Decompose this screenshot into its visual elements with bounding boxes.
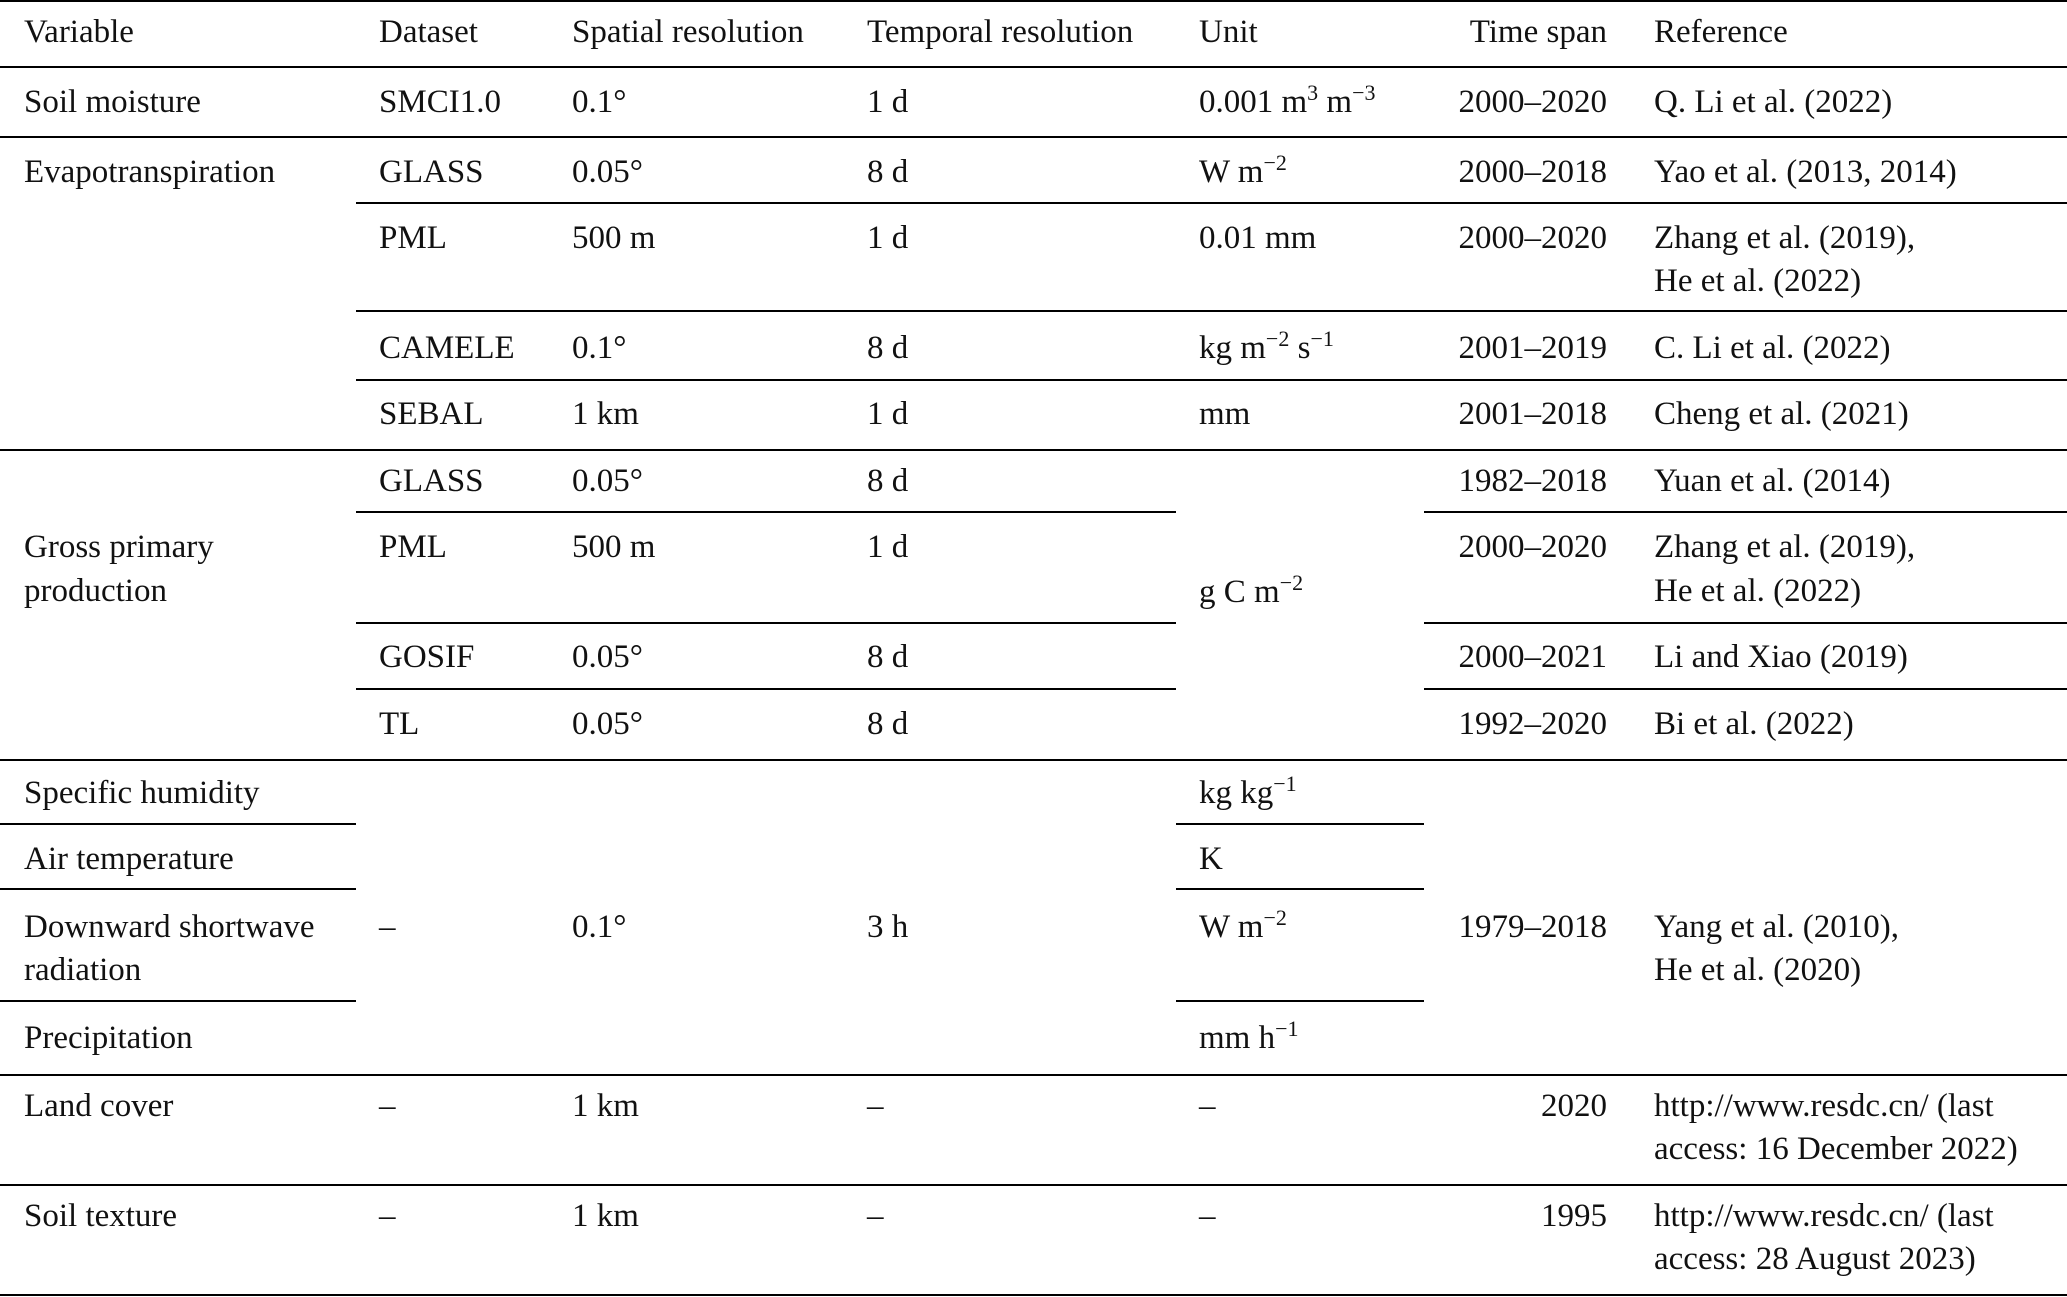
rule-gpp-pml-left xyxy=(356,622,1176,624)
rule-landcover-bottom xyxy=(0,1184,2067,1186)
unit-text: kg m xyxy=(1199,330,1266,366)
rule-et-glass-bottom xyxy=(356,202,2067,204)
gpp-glass-dataset: GLASS xyxy=(379,463,484,499)
land-cover-dataset: – xyxy=(379,1088,396,1124)
et-pml-reference-line2: He et al. (2022) xyxy=(1654,263,1862,299)
gpp-variable-line2: production xyxy=(24,573,167,609)
meteo-temporal: 3 h xyxy=(867,909,909,945)
unit-text: kg kg xyxy=(1199,775,1274,811)
rule-airtemp-unit xyxy=(1176,888,1424,890)
et-glass-dataset: GLASS xyxy=(379,154,484,190)
et-camele-timespan: 2001–2019 xyxy=(1458,330,1607,366)
soil-moisture-dataset: SMCI1.0 xyxy=(379,84,501,120)
gpp-unit xyxy=(1199,571,1303,614)
rule-airtemp-var xyxy=(0,888,356,890)
unit-exponent: −2 xyxy=(1265,326,1290,351)
unit-exponent: 3 xyxy=(1307,80,1319,105)
et-camele-temporal: 8 d xyxy=(867,330,909,366)
gpp-gosif-spatial: 0.05° xyxy=(572,639,643,675)
gpp-pml-dataset: PML xyxy=(379,529,447,565)
gpp-glass-reference: Yuan et al. (2014) xyxy=(1654,463,1891,499)
gpp-tl-timespan: 1992–2020 xyxy=(1458,706,1607,742)
gpp-tl-temporal: 8 d xyxy=(867,706,909,742)
rule-gpp-glass-left xyxy=(356,511,1176,513)
gpp-glass-temporal: 8 d xyxy=(867,463,909,499)
gpp-tl-spatial: 0.05° xyxy=(572,706,643,742)
land-cover-unit: – xyxy=(1199,1088,1216,1124)
et-camele-dataset: CAMELE xyxy=(379,330,515,366)
et-sebal-timespan: 2001–2018 xyxy=(1458,396,1607,432)
et-sebal-spatial: 1 km xyxy=(572,396,639,432)
soil-texture-timespan: 1995 xyxy=(1541,1198,1607,1234)
soil-texture-reference-line2: access: 28 August 2023) xyxy=(1654,1241,1976,1277)
et-sebal-temporal: 1 d xyxy=(867,396,909,432)
rule-shortwave-unit xyxy=(1176,1000,1424,1002)
unit-text: mm h xyxy=(1199,1020,1276,1056)
unit-text: W m xyxy=(1199,909,1264,945)
land-cover-reference-line2: access: 16 December 2022) xyxy=(1654,1131,2018,1167)
meteo-dataset: – xyxy=(379,909,396,945)
meteo-timespan: 1979–2018 xyxy=(1458,909,1607,945)
et-camele-reference: C. Li et al. (2022) xyxy=(1654,330,1891,366)
soil-texture-dataset: – xyxy=(379,1198,396,1234)
gpp-glass-spatial: 0.05° xyxy=(572,463,643,499)
unit-text: g C m xyxy=(1199,574,1280,610)
rule-gpp-pml-right xyxy=(1424,622,2067,624)
soil-moisture-spatial: 0.1° xyxy=(572,84,627,120)
meteo-reference-line2: He et al. (2020) xyxy=(1654,952,1862,988)
header-unit: Unit xyxy=(1199,14,1258,50)
rule-meteo-bottom xyxy=(0,1074,2067,1076)
rule-humidity-unit xyxy=(1176,823,1424,825)
et-pml-reference-line1: Zhang et al. (2019), xyxy=(1654,220,1916,256)
soil-moisture-variable: Soil moisture xyxy=(24,84,201,120)
gpp-gosif-temporal: 8 d xyxy=(867,639,909,675)
rule-shortwave-var xyxy=(0,1000,356,1002)
gpp-pml-reference-line1: Zhang et al. (2019), xyxy=(1654,529,1916,565)
gpp-gosif-reference: Li and Xiao (2019) xyxy=(1654,639,1908,675)
precipitation-unit xyxy=(1199,1017,1299,1060)
unit-exponent: −2 xyxy=(1263,150,1287,175)
et-glass-timespan: 2000–2018 xyxy=(1458,154,1607,190)
rule-et-bottom xyxy=(0,449,2067,451)
unit-text: 0.001 m xyxy=(1199,84,1308,120)
rule-humidity-var xyxy=(0,823,356,825)
gpp-pml-reference-line2: He et al. (2022) xyxy=(1654,573,1862,609)
land-cover-temporal: – xyxy=(867,1088,884,1124)
land-cover-spatial: 1 km xyxy=(572,1088,639,1124)
soil-moisture-timespan: 2000–2020 xyxy=(1458,84,1607,120)
humidity-variable: Specific humidity xyxy=(24,775,260,811)
rule-et-pml-bottom xyxy=(356,310,2067,312)
et-sebal-unit: mm xyxy=(1199,396,1251,432)
soil-texture-reference-line1: http://www.resdc.cn/ (last xyxy=(1654,1198,1994,1234)
header-dataset: Dataset xyxy=(379,14,478,50)
header-reference: Reference xyxy=(1654,14,1788,50)
rule-gpp-gosif-right xyxy=(1424,688,2067,690)
et-glass-unit xyxy=(1199,151,1287,194)
precipitation-variable: Precipitation xyxy=(24,1020,193,1056)
meteo-spatial: 0.1° xyxy=(572,909,627,945)
shortwave-unit xyxy=(1199,906,1287,949)
gpp-gosif-dataset: GOSIF xyxy=(379,639,475,675)
et-variable: Evapotranspiration xyxy=(24,154,276,190)
meteo-reference-line1: Yang et al. (2010), xyxy=(1654,909,1900,945)
unit-exponent: −1 xyxy=(1275,1016,1299,1041)
et-pml-dataset: PML xyxy=(379,220,447,256)
header-temporal-resolution: Temporal resolution xyxy=(867,14,1134,50)
et-camele-spatial: 0.1° xyxy=(572,330,627,366)
header-variable: Variable xyxy=(24,14,134,50)
rule-bottom xyxy=(0,1294,2067,1296)
et-glass-reference: Yao et al. (2013, 2014) xyxy=(1654,154,1957,190)
land-cover-reference-line1: http://www.resdc.cn/ (last xyxy=(1654,1088,1994,1124)
et-glass-spatial: 0.05° xyxy=(572,154,643,190)
land-cover-variable: Land cover xyxy=(24,1088,174,1124)
soil-moisture-unit xyxy=(1199,81,1376,124)
et-sebal-dataset: SEBAL xyxy=(379,396,484,432)
et-glass-temporal: 8 d xyxy=(867,154,909,190)
humidity-unit xyxy=(1199,772,1297,815)
gpp-tl-reference: Bi et al. (2022) xyxy=(1654,706,1854,742)
air-temperature-unit: K xyxy=(1199,841,1223,877)
land-cover-timespan: 2020 xyxy=(1541,1088,1607,1124)
unit-exponent: −1 xyxy=(1273,771,1297,796)
et-sebal-reference: Cheng et al. (2021) xyxy=(1654,396,1909,432)
unit-text: W m xyxy=(1199,154,1264,190)
rule-gpp-gosif-left xyxy=(356,688,1176,690)
gpp-pml-spatial: 500 m xyxy=(572,529,656,565)
unit-exponent: −1 xyxy=(1310,326,1334,351)
unit-exponent: −3 xyxy=(1352,80,1376,105)
header-time-span: Time span xyxy=(1469,14,1607,50)
rule-top xyxy=(0,0,2067,2)
unit-exponent: −2 xyxy=(1263,905,1287,930)
unit-exponent: −2 xyxy=(1279,570,1304,595)
shortwave-variable-line1: Downward shortwave xyxy=(24,909,315,945)
soil-texture-variable: Soil texture xyxy=(24,1198,178,1234)
gpp-gosif-timespan: 2000–2021 xyxy=(1458,639,1607,675)
soil-moisture-temporal: 1 d xyxy=(867,84,909,120)
air-temperature-variable: Air temperature xyxy=(24,841,234,877)
et-pml-timespan: 2000–2020 xyxy=(1458,220,1607,256)
gpp-pml-temporal: 1 d xyxy=(867,529,909,565)
et-pml-unit: 0.01 mm xyxy=(1199,220,1317,256)
rule-gpp-bottom xyxy=(0,759,2067,761)
header-spatial-resolution: Spatial resolution xyxy=(572,14,804,50)
soil-texture-unit: – xyxy=(1199,1198,1216,1234)
soil-texture-spatial: 1 km xyxy=(572,1198,639,1234)
rule-et-camele-bottom xyxy=(356,379,2067,381)
et-pml-spatial: 500 m xyxy=(572,220,656,256)
rule-header-bottom xyxy=(0,66,2067,68)
soil-texture-temporal: – xyxy=(867,1198,884,1234)
et-camele-unit xyxy=(1199,327,1334,370)
rule-gpp-glass-right xyxy=(1424,511,2067,513)
gpp-pml-timespan: 2000–2020 xyxy=(1458,529,1607,565)
soil-moisture-reference: Q. Li et al. (2022) xyxy=(1654,84,1893,120)
rule-soil-moisture-bottom xyxy=(0,136,2067,138)
unit-text: s xyxy=(1289,330,1311,366)
unit-text: m xyxy=(1318,84,1353,120)
shortwave-variable-line2: radiation xyxy=(24,952,142,988)
gpp-glass-timespan: 1982–2018 xyxy=(1458,463,1607,499)
gpp-variable-line1: Gross primary xyxy=(24,529,214,565)
et-pml-temporal: 1 d xyxy=(867,220,909,256)
gpp-tl-dataset: TL xyxy=(379,706,420,742)
